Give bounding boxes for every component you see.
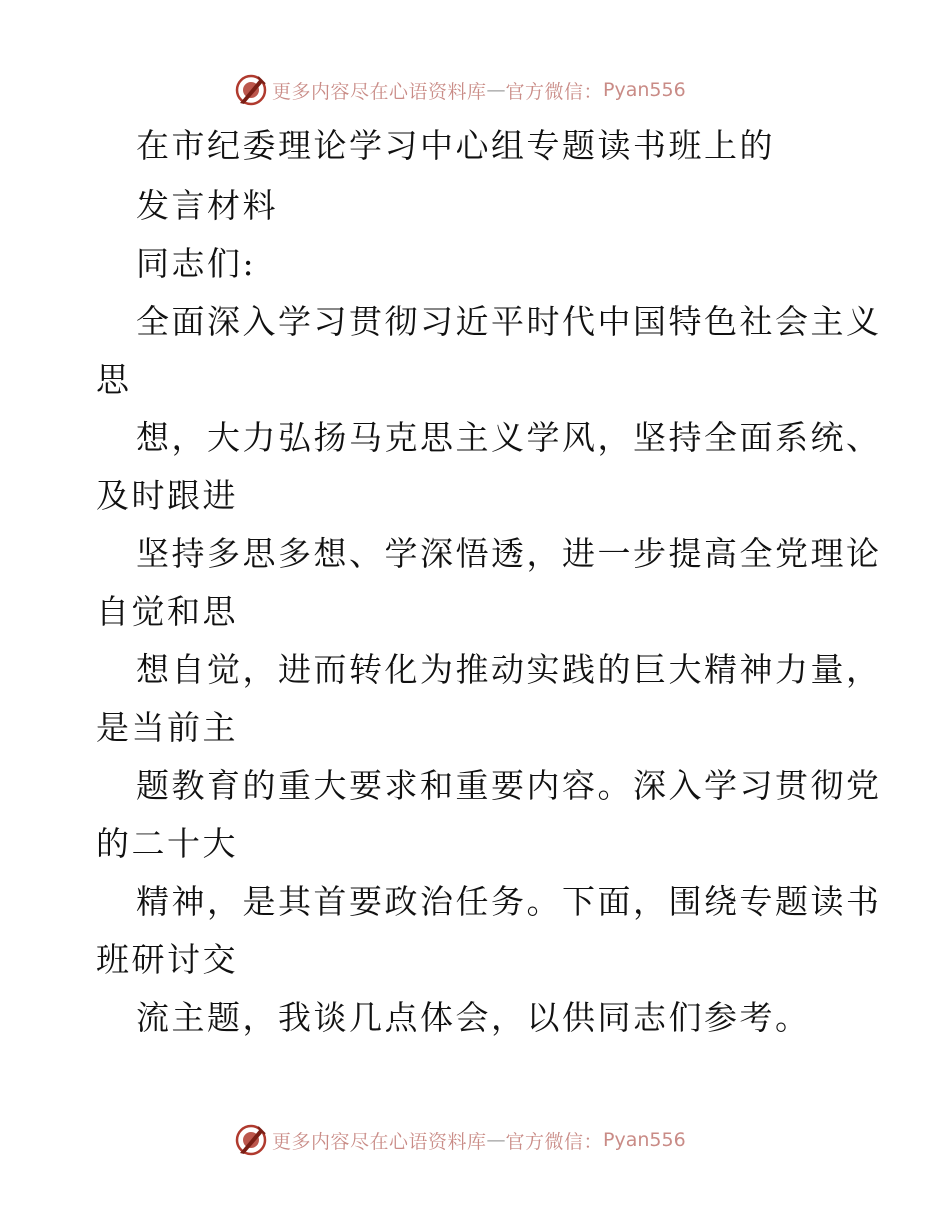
- salutation: 同志们:: [136, 244, 257, 283]
- banner-dash: —: [486, 1129, 506, 1151]
- body-line: 想，大力弘扬马克思主义学风，坚持全面系统、: [136, 418, 882, 457]
- body-line: 及时跟进: [96, 476, 238, 515]
- body-line: 全面深入学习贯彻习近平时代中国特色社会主义: [136, 302, 882, 341]
- quill-seal-icon: [234, 73, 268, 107]
- body-line: 的二十大: [96, 824, 238, 863]
- body-line: 精神，是其首要政治任务。下面，围绕专题读书: [136, 882, 882, 921]
- body-line: 流主题，我谈几点体会，以供同志们参考。: [136, 998, 811, 1037]
- banner-wechat-id: Pyan556: [603, 79, 686, 101]
- banner-text: 更多内容尽在心语资料库: [272, 1130, 487, 1153]
- banner-dash: —: [486, 79, 506, 101]
- banner-wechat-label: 官方微信：: [505, 1130, 604, 1153]
- body-line: 题教育的重大要求和重要内容。深入学习贯彻党: [136, 766, 882, 805]
- banner-wechat-id: Pyan556: [603, 1129, 686, 1151]
- banner-wechat-label: 官方微信：: [505, 80, 604, 103]
- body-line: 班研讨交: [96, 940, 238, 979]
- body-line: 想自觉，进而转化为推动实践的巨大精神力量，: [136, 650, 882, 689]
- document-title-line-2: 发言材料: [136, 186, 278, 225]
- body-line: 自觉和思: [96, 592, 238, 631]
- body-line: 是当前主: [96, 708, 238, 747]
- body-line: 坚持多思多想、学深悟透，进一步提高全党理论: [136, 534, 882, 573]
- footer-banner: [234, 1122, 686, 1158]
- banner-text: 更多内容尽在心语资料库: [272, 80, 487, 103]
- header-banner: [234, 72, 686, 108]
- body-line: 思: [96, 360, 132, 399]
- quill-seal-icon: [234, 1123, 268, 1157]
- document-title-line-1: 在市纪委理论学习中心组专题读书班上的: [136, 126, 775, 165]
